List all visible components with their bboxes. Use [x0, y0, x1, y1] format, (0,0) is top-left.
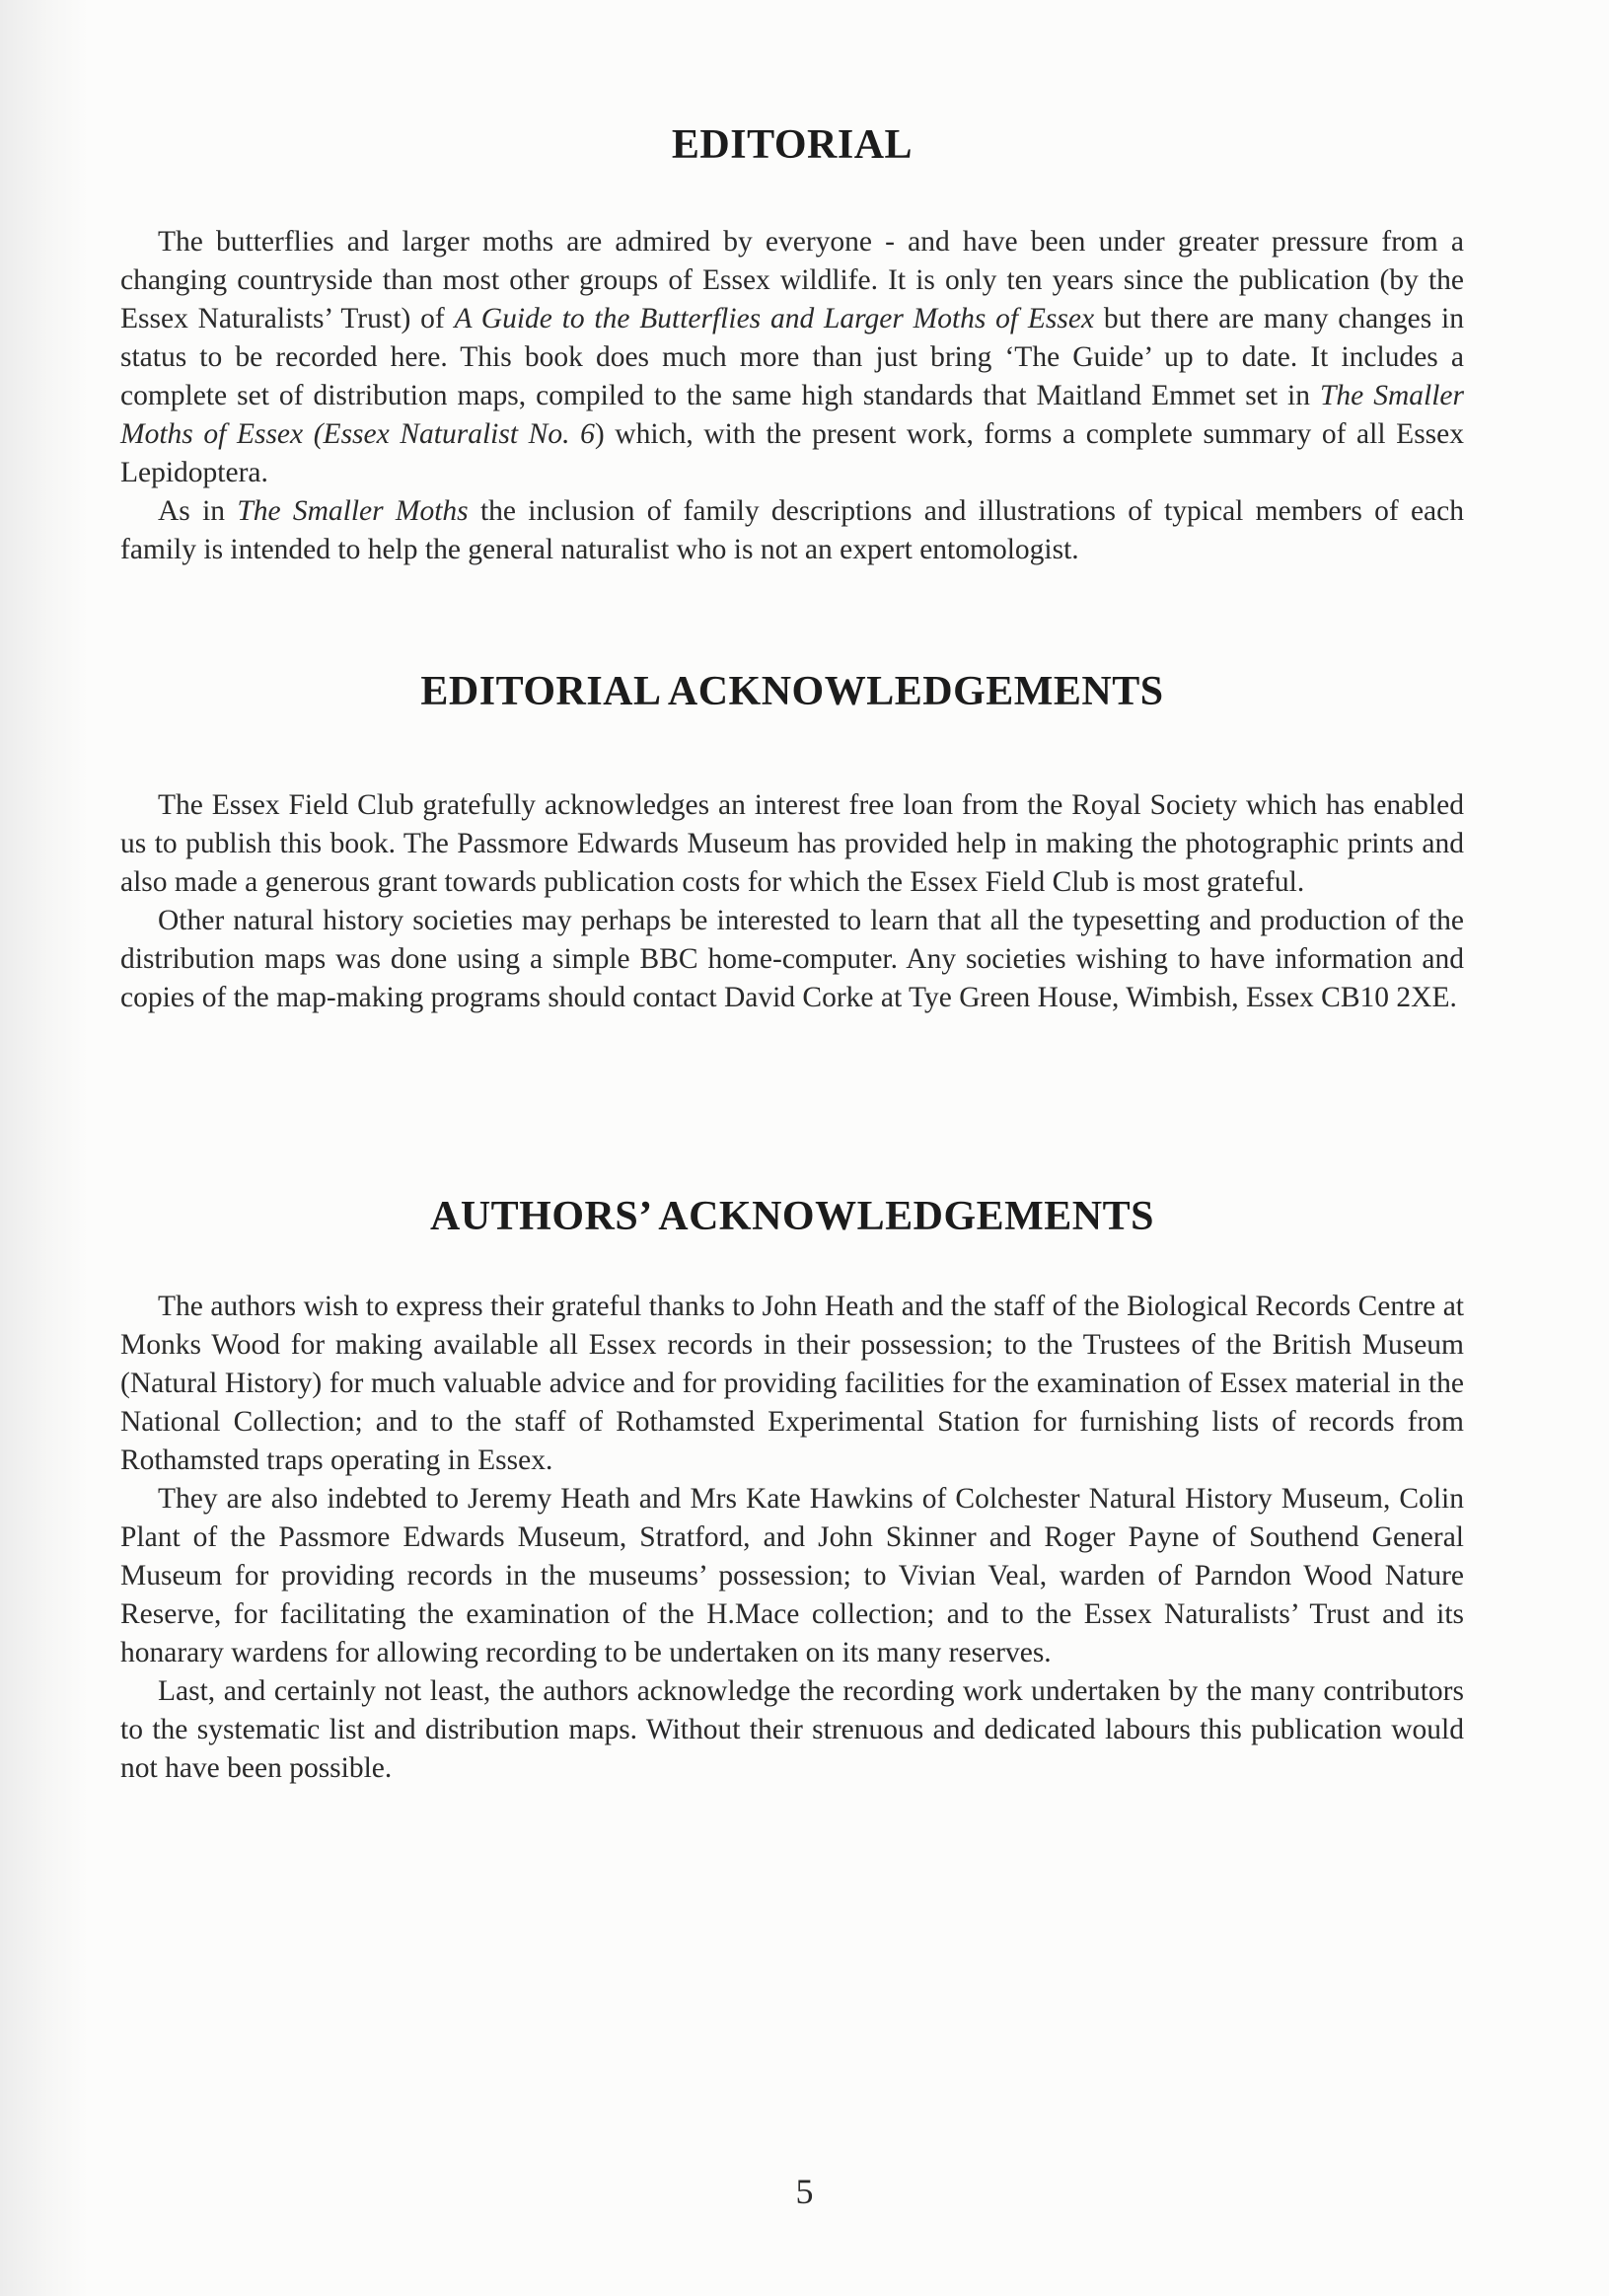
authors-ack-paragraph-2: They are also indebted to Jeremy Heath and Mrs Kate Hawkins of Colchester Natural History Museum, Colin Plant of the Passmore Edwards Museum, Stratford, and John Skinner and Roger Payne of Southend General Museum for providing records in the museums’ possession; to Vivian Veal, warden of Parndon Wood Nature Reserve, for facilitating the examination of the H.Mace collection; and to the Essex Naturalists’ Trust and its honarary wardens for allowing recording to be undertaken on its many reserves. — [120, 1483, 1464, 1668]
editorial-p2-text-b: the inclusion of family descriptions and illustrations of typical members of each family is intended to help the general naturalist who is not an expert entomologist. — [120, 495, 1464, 565]
editorial-p2-text-a: As in — [158, 495, 238, 527]
editorial-ack-body — [120, 786, 1464, 1017]
authors-ack-body — [120, 1288, 1464, 1788]
editorial-p1-text-c: ) which, with the present work, forms a complete summary of all Essex Lepidoptera. — [120, 418, 1464, 488]
authors-ack-heading: AUTHORS’ ACKNOWLEDGEMENTS — [430, 1194, 1154, 1239]
authors-ack-paragraph-3: Last, and certainly not least, the authors acknowledge the recording work undertaken by the many contributors to the systematic list and distribution maps. Without their strenuous and dedicated labours this publication would not have been possible. — [120, 1675, 1464, 1784]
editorial-heading-block — [120, 124, 1464, 166]
editorial-paragraph-1 — [120, 223, 1464, 492]
editorial-p1-title-guide: A Guide to the Butterflies and Larger Moths of Essex — [454, 303, 1095, 334]
editorial-ack-paragraph-2: Other natural history societies may perhaps be interested to learn that all the typesetting and production of the distribution maps was done using a simple BBC home-computer. Any societies wishing to have information and copies of the map-making programs should contact David Corke at Tye Green House, Wimbish, Essex CB10 2XE. — [120, 905, 1464, 1013]
editorial-ack-heading: EDITORIAL ACKNOWLEDGEMENTS — [420, 669, 1164, 714]
editorial-p2-title-smaller-moths: The Smaller Moths — [237, 495, 469, 527]
authors-ack-heading-block — [120, 1196, 1464, 1237]
editorial-p1-text-b: but there are many changes in status to be recorded here. This book does much more than just bring ‘The Guide’ up to date. It includes a complete set of distribution maps, compiled to the same high standards that Maitland Emmet set in — [120, 303, 1464, 411]
page-number: 5 — [795, 2172, 814, 2211]
authors-ack-paragraph-1: The authors wish to express their grateful thanks to John Heath and the staff of the Biological Records Centre at Monks Wood for making available all Essex records in their possession; to the Trustees of the British Museum (Natural History) for much valuable advice and for providing facilities for the examination of Essex material in the National Collection; and to the staff of Rothamsted Experimental Station for furnishing lists of records from Rothamsted traps operating in Essex. — [120, 1291, 1464, 1476]
editorial-paragraph-2 — [120, 492, 1464, 569]
editorial-heading: EDITORIAL — [671, 122, 914, 168]
editorial-body — [120, 223, 1464, 569]
editorial-ack-heading-block — [120, 671, 1464, 712]
editorial-ack-paragraph-1: The Essex Field Club gratefully acknowledges an interest free loan from the Royal Society which has enabled us to publish this book. The Passmore Edwards Museum has provided help in making the photographic prints and also made a generous grant towards publication costs for which the Essex Field Club is most grateful. — [120, 789, 1464, 898]
editorial-p1-text-a: The butterflies and larger moths are admired by everyone - and have been under greater pressure from a changing countryside than most other groups of Essex wildlife. It is only ten years since the publication (by the Essex Naturalists’ Trust) of — [120, 226, 1464, 334]
editorial-p1-title-smaller-moths: The Smaller Moths of Essex (Essex Naturalist No. 6 — [120, 380, 1464, 450]
gutter-shadow — [0, 0, 89, 2296]
